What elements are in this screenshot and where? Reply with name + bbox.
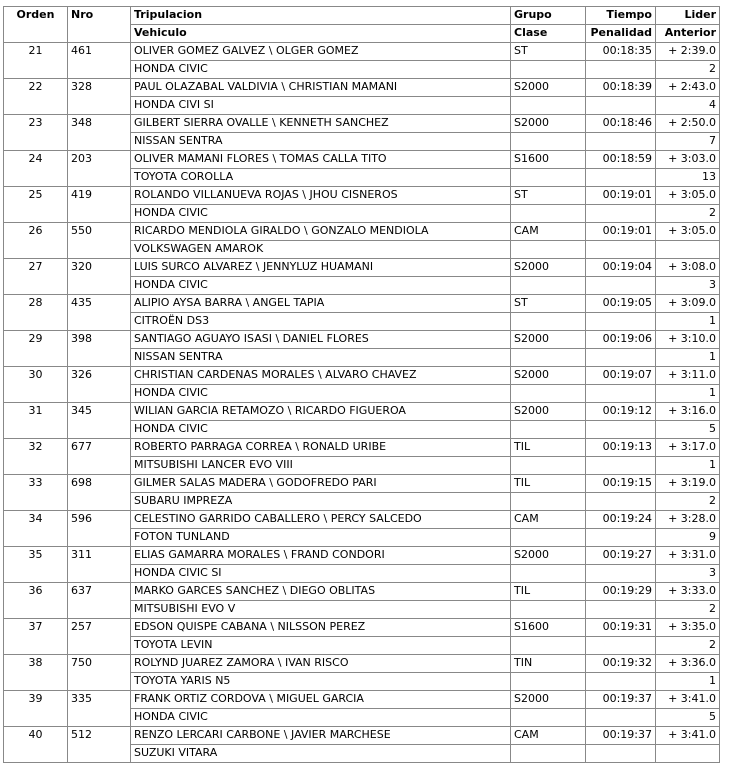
cell-tiempo: 00:19:37 xyxy=(586,727,656,745)
cell-lider: + 3:08.0 xyxy=(656,259,720,277)
cell-grupo: CAM xyxy=(511,727,586,745)
cell-crew: EDSON QUISPE CABANA \ NILSSON PEREZ xyxy=(131,619,511,637)
table-row xyxy=(4,259,720,277)
cell-penalidad xyxy=(586,493,656,511)
cell-grupo: ST xyxy=(511,187,586,205)
cell-orden: 26 xyxy=(4,223,68,259)
cell-nro: 398 xyxy=(68,331,131,367)
cell-vehicle: HONDA CIVIC xyxy=(131,205,511,223)
cell-grupo: TIL xyxy=(511,475,586,493)
cell-penalidad xyxy=(586,709,656,727)
cell-nro: 328 xyxy=(68,79,131,115)
cell-lider: + 3:10.0 xyxy=(656,331,720,349)
cell-lider: + 3:28.0 xyxy=(656,511,720,529)
cell-clase xyxy=(511,637,586,655)
cell-crew: OLIVER MAMANI FLORES \ TOMAS CALLA TITO xyxy=(131,151,511,169)
cell-orden: 23 xyxy=(4,115,68,151)
table-row xyxy=(4,223,720,241)
cell-nro: 419 xyxy=(68,187,131,223)
cell-nro: 348 xyxy=(68,115,131,151)
cell-anterior: 1 xyxy=(656,349,720,367)
cell-vehicle: VOLKSWAGEN AMAROK xyxy=(131,241,511,259)
table-row xyxy=(4,439,720,457)
cell-nro: 637 xyxy=(68,583,131,619)
cell-anterior: 9 xyxy=(656,529,720,547)
cell-grupo: S2000 xyxy=(511,367,586,385)
cell-anterior: 2 xyxy=(656,61,720,79)
table-row xyxy=(4,691,720,709)
table-row xyxy=(4,295,720,313)
cell-anterior: 4 xyxy=(656,97,720,115)
cell-crew: PAUL OLAZABAL VALDIVIA \ CHRISTIAN MAMANI xyxy=(131,79,511,97)
cell-grupo: S1600 xyxy=(511,151,586,169)
cell-crew: CHRISTIAN CARDENAS MORALES \ ALVARO CHAVEZ xyxy=(131,367,511,385)
table-row xyxy=(4,547,720,565)
cell-clase xyxy=(511,673,586,691)
cell-penalidad xyxy=(586,277,656,295)
cell-lider: + 2:43.0 xyxy=(656,79,720,97)
cell-penalidad xyxy=(586,745,656,763)
cell-orden: 35 xyxy=(4,547,68,583)
cell-orden: 36 xyxy=(4,583,68,619)
cell-vehicle: SUZUKI VITARA xyxy=(131,745,511,763)
cell-crew: FRANK ORTIZ CORDOVA \ MIGUEL GARCIA xyxy=(131,691,511,709)
cell-orden: 28 xyxy=(4,295,68,331)
results-table xyxy=(3,6,720,763)
cell-nro: 677 xyxy=(68,439,131,475)
cell-crew: SANTIAGO AGUAYO ISASI \ DANIEL FLORES xyxy=(131,331,511,349)
cell-anterior: 2 xyxy=(656,601,720,619)
table-row xyxy=(4,403,720,421)
cell-tiempo: 00:19:32 xyxy=(586,655,656,673)
table-row xyxy=(4,619,720,637)
cell-penalidad xyxy=(586,601,656,619)
cell-orden: 27 xyxy=(4,259,68,295)
cell-crew: ROLANDO VILLANUEVA ROJAS \ JHOU CISNEROS xyxy=(131,187,511,205)
cell-tiempo: 00:19:06 xyxy=(586,331,656,349)
cell-crew: CELESTINO GARRIDO CABALLERO \ PERCY SALCEDO xyxy=(131,511,511,529)
cell-anterior: 5 xyxy=(656,709,720,727)
cell-nro: 335 xyxy=(68,691,131,727)
cell-lider: + 3:33.0 xyxy=(656,583,720,601)
cell-grupo: ST xyxy=(511,43,586,61)
cell-anterior xyxy=(656,241,720,259)
header-nro: Nro xyxy=(68,7,131,43)
cell-lider: + 3:05.0 xyxy=(656,187,720,205)
cell-anterior: 5 xyxy=(656,421,720,439)
cell-nro: 750 xyxy=(68,655,131,691)
cell-penalidad xyxy=(586,205,656,223)
cell-penalidad xyxy=(586,637,656,655)
table-row xyxy=(4,187,720,205)
cell-orden: 29 xyxy=(4,331,68,367)
cell-clase xyxy=(511,385,586,403)
cell-vehicle: HONDA CIVIC SI xyxy=(131,565,511,583)
cell-tiempo: 00:19:37 xyxy=(586,691,656,709)
cell-tiempo: 00:18:46 xyxy=(586,115,656,133)
header-row-1 xyxy=(4,7,720,25)
cell-clase xyxy=(511,277,586,295)
cell-vehicle: TOYOTA COROLLA xyxy=(131,169,511,187)
cell-tiempo: 00:18:35 xyxy=(586,43,656,61)
cell-vehicle: CITROËN DS3 xyxy=(131,313,511,331)
cell-crew: RICARDO MENDIOLA GIRALDO \ GONZALO MENDIOLA xyxy=(131,223,511,241)
cell-nro: 698 xyxy=(68,475,131,511)
cell-crew: WILIAN GARCIA RETAMOZO \ RICARDO FIGUEROA xyxy=(131,403,511,421)
cell-grupo: S2000 xyxy=(511,691,586,709)
cell-penalidad xyxy=(586,457,656,475)
cell-lider: + 3:16.0 xyxy=(656,403,720,421)
header-orden: Orden xyxy=(4,7,68,43)
cell-grupo: S2000 xyxy=(511,331,586,349)
cell-tiempo: 00:19:04 xyxy=(586,259,656,277)
cell-lider: + 3:41.0 xyxy=(656,691,720,709)
cell-grupo: S2000 xyxy=(511,115,586,133)
cell-vehicle: MITSUBISHI EVO V xyxy=(131,601,511,619)
cell-anterior: 2 xyxy=(656,637,720,655)
cell-tiempo: 00:19:24 xyxy=(586,511,656,529)
cell-lider: + 3:17.0 xyxy=(656,439,720,457)
cell-vehicle: HONDA CIVIC xyxy=(131,385,511,403)
cell-vehicle: HONDA CIVIC xyxy=(131,421,511,439)
cell-orden: 32 xyxy=(4,439,68,475)
cell-clase xyxy=(511,349,586,367)
header-penalidad: Penalidad xyxy=(586,25,656,43)
cell-clase xyxy=(511,745,586,763)
cell-anterior: 7 xyxy=(656,133,720,151)
cell-vehicle: NISSAN SENTRA xyxy=(131,133,511,151)
cell-clase xyxy=(511,601,586,619)
cell-nro: 311 xyxy=(68,547,131,583)
cell-grupo: CAM xyxy=(511,223,586,241)
cell-grupo: TIL xyxy=(511,583,586,601)
cell-grupo: S2000 xyxy=(511,259,586,277)
cell-anterior: 2 xyxy=(656,205,720,223)
cell-penalidad xyxy=(586,133,656,151)
cell-tiempo: 00:19:12 xyxy=(586,403,656,421)
table-row xyxy=(4,583,720,601)
cell-lider: + 2:39.0 xyxy=(656,43,720,61)
cell-tiempo: 00:19:13 xyxy=(586,439,656,457)
cell-lider: + 3:35.0 xyxy=(656,619,720,637)
cell-anterior: 3 xyxy=(656,565,720,583)
cell-lider: + 3:09.0 xyxy=(656,295,720,313)
cell-crew: GILBERT SIERRA OVALLE \ KENNETH SANCHEZ xyxy=(131,115,511,133)
cell-orden: 33 xyxy=(4,475,68,511)
cell-clase xyxy=(511,169,586,187)
cell-anterior: 1 xyxy=(656,673,720,691)
cell-vehicle: FOTON TUNLAND xyxy=(131,529,511,547)
cell-clase xyxy=(511,313,586,331)
cell-crew: ROBERTO PARRAGA CORREA \ RONALD URIBE xyxy=(131,439,511,457)
cell-tiempo: 00:19:27 xyxy=(586,547,656,565)
cell-lider: + 3:11.0 xyxy=(656,367,720,385)
cell-grupo: S2000 xyxy=(511,547,586,565)
cell-lider: + 3:05.0 xyxy=(656,223,720,241)
cell-penalidad xyxy=(586,61,656,79)
cell-orden: 40 xyxy=(4,727,68,763)
cell-clase xyxy=(511,493,586,511)
cell-nro: 257 xyxy=(68,619,131,655)
cell-anterior: 1 xyxy=(656,457,720,475)
cell-vehicle: NISSAN SENTRA xyxy=(131,349,511,367)
cell-lider: + 3:03.0 xyxy=(656,151,720,169)
cell-vehicle: HONDA CIVIC xyxy=(131,61,511,79)
cell-anterior: 3 xyxy=(656,277,720,295)
cell-clase xyxy=(511,205,586,223)
table-body xyxy=(4,43,720,763)
header-tripulacion: Tripulacion xyxy=(131,7,511,25)
table-row xyxy=(4,115,720,133)
cell-clase xyxy=(511,457,586,475)
cell-penalidad xyxy=(586,421,656,439)
cell-vehicle: TOYOTA LEVIN xyxy=(131,637,511,655)
cell-orden: 31 xyxy=(4,403,68,439)
cell-penalidad xyxy=(586,313,656,331)
cell-penalidad xyxy=(586,529,656,547)
cell-vehicle: SUBARU IMPREZA xyxy=(131,493,511,511)
cell-crew: ROLYND JUAREZ ZAMORA \ IVAN RISCO xyxy=(131,655,511,673)
cell-crew: LUIS SURCO ALVAREZ \ JENNYLUZ HUAMANI xyxy=(131,259,511,277)
cell-tiempo: 00:19:15 xyxy=(586,475,656,493)
cell-grupo: CAM xyxy=(511,511,586,529)
cell-orden: 21 xyxy=(4,43,68,79)
cell-grupo: S2000 xyxy=(511,403,586,421)
cell-tiempo: 00:18:59 xyxy=(586,151,656,169)
header-vehiculo: Vehiculo xyxy=(131,25,511,43)
cell-anterior: 1 xyxy=(656,313,720,331)
cell-nro: 512 xyxy=(68,727,131,763)
cell-penalidad xyxy=(586,673,656,691)
cell-orden: 37 xyxy=(4,619,68,655)
cell-crew: GILMER SALAS MADERA \ GODOFREDO PARI xyxy=(131,475,511,493)
cell-grupo: S2000 xyxy=(511,79,586,97)
cell-nro: 461 xyxy=(68,43,131,79)
cell-clase xyxy=(511,709,586,727)
cell-anterior: 1 xyxy=(656,385,720,403)
header-tiempo: Tiempo xyxy=(586,7,656,25)
header-anterior: Anterior xyxy=(656,25,720,43)
cell-clase xyxy=(511,133,586,151)
cell-lider: + 3:31.0 xyxy=(656,547,720,565)
cell-tiempo: 00:19:01 xyxy=(586,223,656,241)
cell-nro: 203 xyxy=(68,151,131,187)
cell-crew: RENZO LERCARI CARBONE \ JAVIER MARCHESE xyxy=(131,727,511,745)
table-row xyxy=(4,331,720,349)
cell-nro: 345 xyxy=(68,403,131,439)
table-row xyxy=(4,511,720,529)
cell-grupo: ST xyxy=(511,295,586,313)
cell-penalidad xyxy=(586,169,656,187)
cell-crew: ALIPIO AYSA BARRA \ ANGEL TAPIA xyxy=(131,295,511,313)
cell-clase xyxy=(511,565,586,583)
cell-anterior: 13 xyxy=(656,169,720,187)
table-row xyxy=(4,655,720,673)
cell-clase xyxy=(511,241,586,259)
cell-nro: 320 xyxy=(68,259,131,295)
cell-clase xyxy=(511,97,586,115)
cell-tiempo: 00:19:05 xyxy=(586,295,656,313)
table-row xyxy=(4,43,720,61)
cell-orden: 22 xyxy=(4,79,68,115)
cell-grupo: TIL xyxy=(511,439,586,457)
cell-penalidad xyxy=(586,97,656,115)
cell-lider: + 3:36.0 xyxy=(656,655,720,673)
cell-clase xyxy=(511,61,586,79)
table-row xyxy=(4,79,720,97)
cell-lider: + 3:19.0 xyxy=(656,475,720,493)
cell-orden: 34 xyxy=(4,511,68,547)
cell-penalidad xyxy=(586,385,656,403)
cell-penalidad xyxy=(586,565,656,583)
cell-nro: 435 xyxy=(68,295,131,331)
header-grupo: Grupo xyxy=(511,7,586,25)
cell-clase xyxy=(511,529,586,547)
cell-orden: 30 xyxy=(4,367,68,403)
cell-vehicle: HONDA CIVIC xyxy=(131,277,511,295)
header-clase: Clase xyxy=(511,25,586,43)
cell-tiempo: 00:19:29 xyxy=(586,583,656,601)
cell-orden: 39 xyxy=(4,691,68,727)
cell-tiempo: 00:19:07 xyxy=(586,367,656,385)
cell-orden: 24 xyxy=(4,151,68,187)
cell-crew: OLIVER GOMEZ GALVEZ \ OLGER GOMEZ xyxy=(131,43,511,61)
table-row xyxy=(4,727,720,745)
table-row xyxy=(4,367,720,385)
table-row xyxy=(4,475,720,493)
cell-anterior: 2 xyxy=(656,493,720,511)
cell-grupo: S1600 xyxy=(511,619,586,637)
cell-nro: 550 xyxy=(68,223,131,259)
header-lider: Lider xyxy=(656,7,720,25)
cell-crew: MARKO GARCES SANCHEZ \ DIEGO OBLITAS xyxy=(131,583,511,601)
cell-vehicle: HONDA CIVI SI xyxy=(131,97,511,115)
cell-vehicle: MITSUBISHI LANCER EVO VIII xyxy=(131,457,511,475)
cell-anterior xyxy=(656,745,720,763)
cell-tiempo: 00:18:39 xyxy=(586,79,656,97)
cell-penalidad xyxy=(586,241,656,259)
cell-orden: 38 xyxy=(4,655,68,691)
cell-vehicle: HONDA CIVIC xyxy=(131,709,511,727)
table-row xyxy=(4,151,720,169)
cell-penalidad xyxy=(586,349,656,367)
cell-lider: + 3:41.0 xyxy=(656,727,720,745)
cell-lider: + 2:50.0 xyxy=(656,115,720,133)
cell-crew: ELIAS GAMARRA MORALES \ FRAND CONDORI xyxy=(131,547,511,565)
cell-orden: 25 xyxy=(4,187,68,223)
cell-tiempo: 00:19:01 xyxy=(586,187,656,205)
cell-nro: 326 xyxy=(68,367,131,403)
cell-clase xyxy=(511,421,586,439)
cell-vehicle: TOYOTA YARIS N5 xyxy=(131,673,511,691)
cell-nro: 596 xyxy=(68,511,131,547)
cell-tiempo: 00:19:31 xyxy=(586,619,656,637)
cell-grupo: TIN xyxy=(511,655,586,673)
table-header xyxy=(4,7,720,43)
